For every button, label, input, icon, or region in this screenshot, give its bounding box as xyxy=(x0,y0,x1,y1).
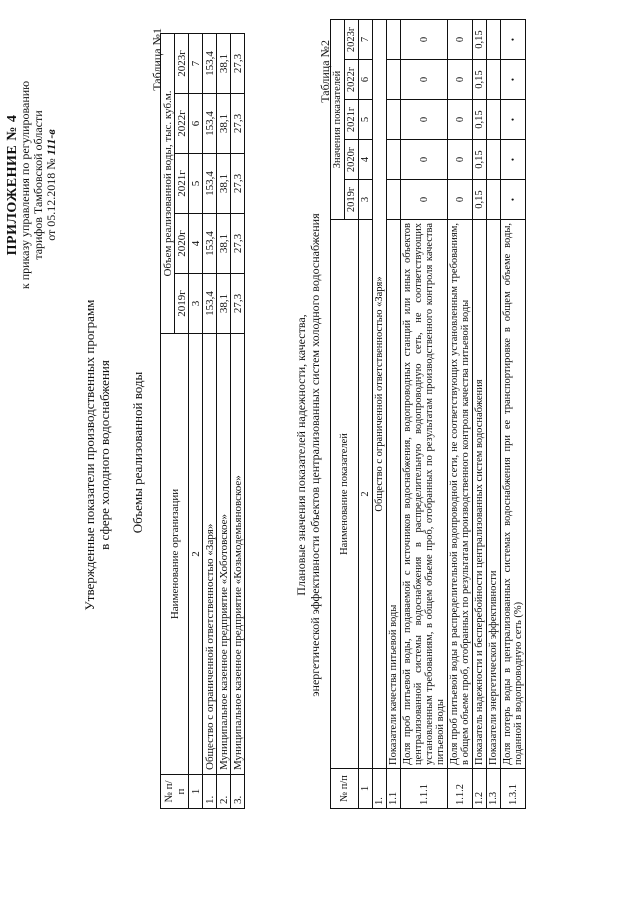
table2-cell: 0 xyxy=(401,180,448,220)
table1-row-name: Муниципальное казенное предприятие «Козьмодемьяновское» xyxy=(231,334,245,775)
table1-cell: 153,4 xyxy=(203,154,217,214)
table1-row-num: 2. xyxy=(217,775,231,809)
table2-org-name: Общество с ограниченной ответственностью «Заря» xyxy=(373,20,387,769)
table1-cell: 38,1 xyxy=(217,214,231,274)
table1-cell: 153,4 xyxy=(203,274,217,334)
table1-index: 1 xyxy=(189,775,203,809)
appendix-line-1: к приказу управления по регулированию xyxy=(18,80,32,290)
appendix-line-3 xyxy=(45,25,58,345)
table2-row-num: 1.1.1 xyxy=(401,769,448,809)
table1-label: Таблица №1 xyxy=(150,28,164,91)
table1-year: 2022г xyxy=(175,94,189,154)
table2-cell xyxy=(387,180,401,220)
table2-row-num: 1.2 xyxy=(473,769,487,809)
table1-header-name: Наименование организации xyxy=(161,334,189,775)
table2-cell xyxy=(387,20,401,60)
table2-index-row xyxy=(359,20,373,809)
table2-cell xyxy=(387,140,401,180)
table2-label: Таблица №2 xyxy=(318,40,332,103)
table2-cell: 0 xyxy=(448,180,473,220)
table-row xyxy=(487,20,501,809)
table2-row-num: 1.1 xyxy=(387,769,401,809)
table1-index: 3 xyxy=(189,274,203,334)
table2-cell: • xyxy=(501,100,526,140)
appendix-date: от 05.12.2018 № xyxy=(44,158,58,241)
table2-cell: • xyxy=(501,180,526,220)
table2-org-row xyxy=(373,20,387,809)
table2-cell: 0 xyxy=(448,100,473,140)
main-title-line-2: в сфере холодного водоснабжения xyxy=(97,360,112,550)
table2-header-num: № п/п xyxy=(331,769,359,809)
table2-index: 4 xyxy=(359,140,373,180)
table1-cell: 153,4 xyxy=(203,214,217,274)
table2-cell: 0,15 xyxy=(473,140,487,180)
table2-row-num: 1.3 xyxy=(487,769,501,809)
table2-cell: 0,15 xyxy=(473,20,487,60)
table2-year: 2021г xyxy=(345,100,359,140)
table2-year: 2023г xyxy=(345,20,359,60)
table1-cell: 38,1 xyxy=(217,94,231,154)
table1-row-num: 1. xyxy=(203,775,217,809)
table2-year: 2020г xyxy=(345,140,359,180)
table-row xyxy=(231,34,245,809)
table2-index: 7 xyxy=(359,20,373,60)
table2-cell xyxy=(487,140,501,180)
appendix-title: ПРИЛОЖЕНИЕ № 4 xyxy=(5,114,20,256)
table2-cell: 0 xyxy=(448,140,473,180)
table2-header-group: Значения показателей xyxy=(331,20,345,220)
appendix-line-2: тарифов Тамбовской области xyxy=(31,110,45,260)
table-row xyxy=(387,20,401,809)
table2-index: 5 xyxy=(359,100,373,140)
table1-cell: 27,3 xyxy=(231,94,245,154)
table-row xyxy=(217,34,231,809)
table-row xyxy=(401,20,448,809)
table2-cell: 0,15 xyxy=(473,180,487,220)
table1-index: 5 xyxy=(189,154,203,214)
section2-title-line-2: энергетической эффективности объектов централизованных систем холодного водоснабжения xyxy=(308,213,322,697)
table2-cell: 0 xyxy=(401,100,448,140)
table1-cell: 27,3 xyxy=(231,214,245,274)
table-row xyxy=(473,20,487,809)
table2-cell xyxy=(387,60,401,100)
table1-cell: 38,1 xyxy=(217,154,231,214)
table2-row-name: Показатели энергетической эффективности xyxy=(487,220,501,769)
table2-index: 1 xyxy=(359,769,373,809)
table2-cell: 0 xyxy=(448,20,473,60)
table2-cell xyxy=(387,100,401,140)
table1-year: 2020г xyxy=(175,214,189,274)
table1-index: 7 xyxy=(189,34,203,94)
table2-row-name: Доля потерь воды в централизованных системах водоснабжения при ее транспортировке в общем объеме воды, поданной в водопроводную сеть (%) xyxy=(501,220,526,769)
table1-index: 2 xyxy=(189,334,203,775)
table1-header-num: № п/п xyxy=(161,775,189,809)
table1-cell: 153,4 xyxy=(203,34,217,94)
table2-org-num: 1. xyxy=(373,769,387,809)
table1-index: 6 xyxy=(189,94,203,154)
table1-year: 2023г xyxy=(175,34,189,94)
table1-row-name: Общество с ограниченной ответственностью «Заря» xyxy=(203,334,217,775)
table1-cell: 38,1 xyxy=(217,274,231,334)
table2-cell: 0,15 xyxy=(473,100,487,140)
table2-row-name: Доля проб питьевой воды в распределительной водопроводной сети, не соответствующих установленным требованиям, в общем объеме проб, отобранных по результатам производственного контроля качества питьевой воды xyxy=(448,220,473,769)
table2-index: 6 xyxy=(359,60,373,100)
table2-cell: 0 xyxy=(401,60,448,100)
table1-cell: 38,1 xyxy=(217,34,231,94)
table2-year: 2022г xyxy=(345,60,359,100)
table2-row-name: Показатели качества питьевой воды xyxy=(387,220,401,769)
table2-cell xyxy=(487,20,501,60)
table1-cell: 27,3 xyxy=(231,274,245,334)
section2-title-line-1: Плановые значения показателей надежности, качества, xyxy=(294,314,308,596)
table2-cell: • xyxy=(501,20,526,60)
section2-title xyxy=(294,135,322,775)
table2-index: 2 xyxy=(359,220,373,769)
table-row xyxy=(501,20,526,809)
table2-cell: 0 xyxy=(401,20,448,60)
table1-year: 2019г xyxy=(175,274,189,334)
appendix-header xyxy=(6,25,58,345)
table-row xyxy=(203,34,217,809)
table1-cell: 27,3 xyxy=(231,34,245,94)
main-title xyxy=(82,175,112,735)
table2-row-name: Показатель надежности и бесперебойности централизованных систем водоснабжения xyxy=(473,220,487,769)
table1-row-name: Муниципальное казенное предприятие «Хоботовское» xyxy=(217,334,231,775)
table1-year: 2021г xyxy=(175,154,189,214)
table1-index: 4 xyxy=(189,214,203,274)
table2-cell: • xyxy=(501,140,526,180)
table2-year: 2019г xyxy=(345,180,359,220)
table-row xyxy=(448,20,473,809)
table1-header-group: Объем реализованной воды, тыс. куб.м. xyxy=(161,34,175,334)
table2-cell xyxy=(487,60,501,100)
table2-cell: 0 xyxy=(448,60,473,100)
table2-row-num: 1.1.2 xyxy=(448,769,473,809)
table2 xyxy=(330,19,526,809)
table2-index: 3 xyxy=(359,180,373,220)
table1-index-row xyxy=(189,34,203,809)
table1 xyxy=(160,33,245,809)
table2-row-num: 1.3.1 xyxy=(501,769,526,809)
table2-cell: • xyxy=(501,60,526,100)
main-title-line-1: Утвержденные показатели производственных программ xyxy=(82,299,97,611)
table2-cell: 0 xyxy=(401,140,448,180)
table2-cell: 0,15 xyxy=(473,60,487,100)
table1-cell: 153,4 xyxy=(203,94,217,154)
table1-header-row xyxy=(161,34,175,809)
table2-header-row xyxy=(331,20,345,809)
table1-cell: 27,3 xyxy=(231,154,245,214)
table2-cell xyxy=(487,100,501,140)
section1-title: Объемы реализованной воды xyxy=(130,371,145,534)
table2-cell xyxy=(487,180,501,220)
table1-row-num: 3. xyxy=(231,775,245,809)
table2-header-name: Наименование показателей xyxy=(331,220,359,769)
table2-row-name: Доля проб питьевой воды, подаваемой с источников водоснабжения, водопроводных станций или иных объектов централизованной системы водоснабжения в распределительную водопроводную сеть, не соответствующих установленным требованиям, в общем объеме проб, отобранных по результатам производственного контроля качества питьевой воды xyxy=(401,220,448,769)
handwritten-number: 111-в xyxy=(44,129,58,156)
